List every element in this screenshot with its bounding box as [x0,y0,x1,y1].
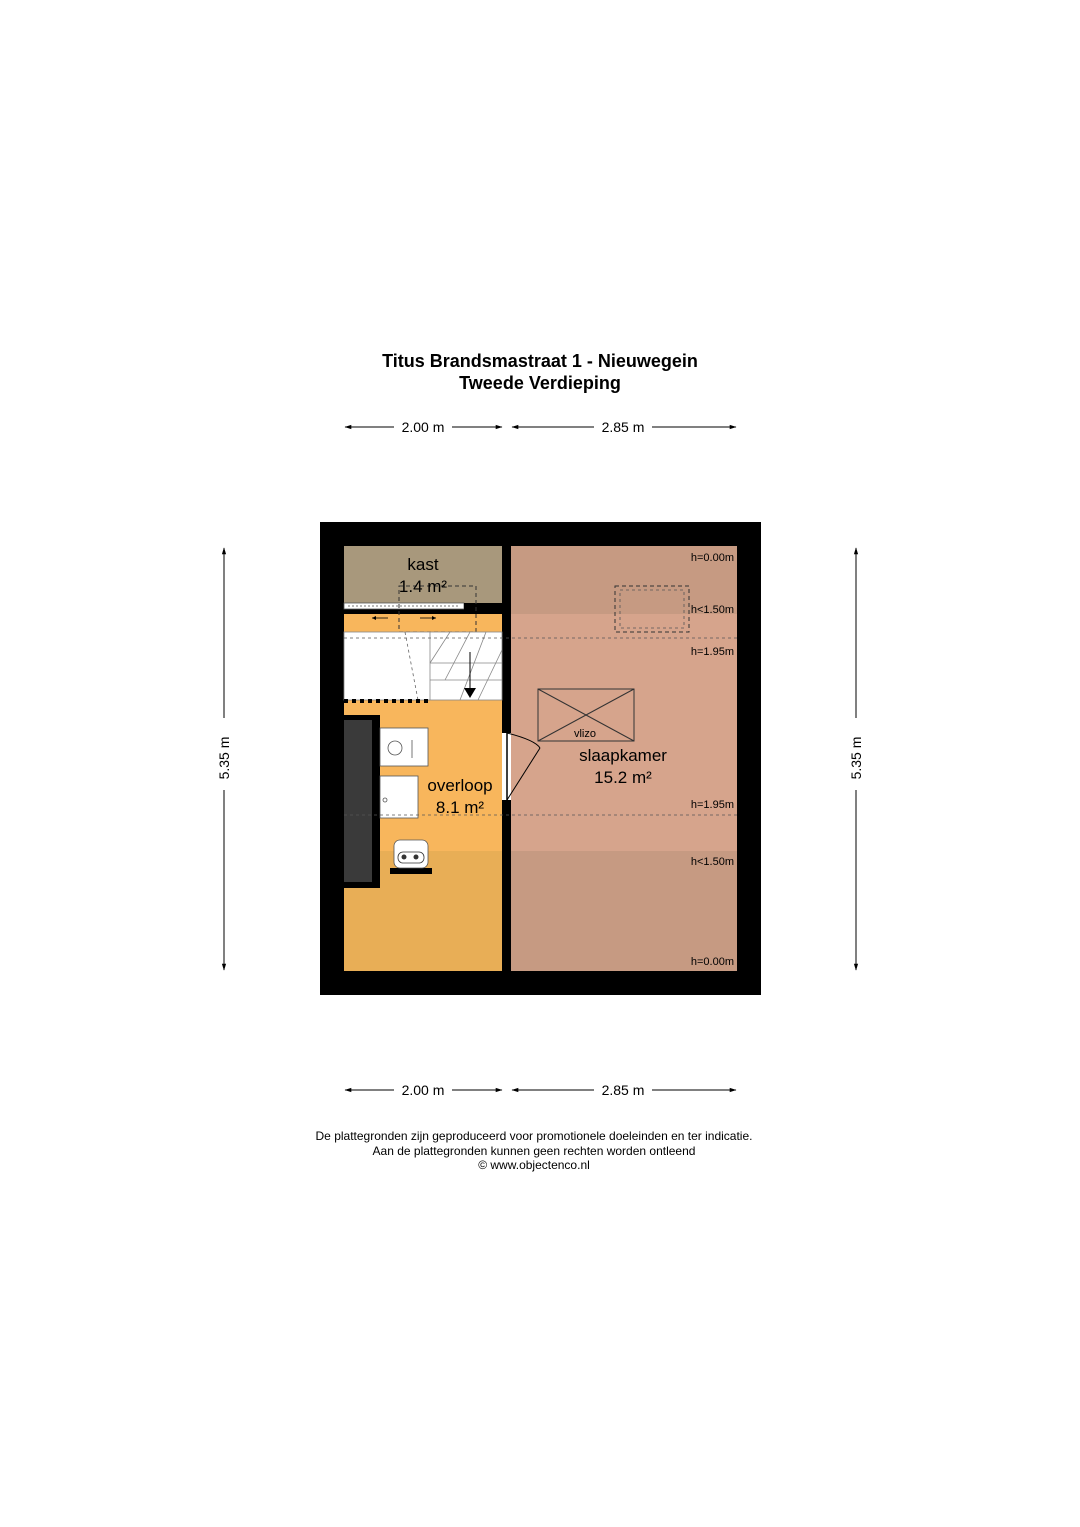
plan-title: Titus Brandsmastraat 1 - Nieuwegein [382,351,698,371]
vlizo-label: vlizo [573,728,597,740]
dimension-bottom [345,1082,736,1098]
disclaimer-line-2: Aan de plattegronden kunnen geen rechten worden ontleend [372,1143,696,1158]
dim-right-height: 5.35 m [848,736,864,780]
kast-name: kast [407,555,439,574]
floor-title: Tweede Verdieping [459,373,621,393]
dimension-top [345,419,736,435]
slaapkamer-low-bottom [511,851,737,971]
wardrobe [344,715,380,888]
height-label-bottom-150: h<1.50m [690,856,734,868]
height-label-top-150: h<1.50m [690,604,734,616]
dimension-right [848,548,864,970]
height-label-top-0: h=0.00m [690,552,734,564]
height-label-top-195: h=1.95m [690,646,734,658]
height-label-bottom-195: h=1.95m [690,799,734,811]
overloop-area: 8.1 m² [435,798,485,817]
dim-bottom-right: 2.85 m [601,1082,645,1098]
disclaimer [0,1129,1068,1173]
slaapkamer-area: 15.2 m² [594,768,652,787]
dim-left-height: 5.35 m [216,736,232,780]
dryer [380,776,418,818]
washing-machine [380,728,428,766]
dim-top-left: 2.00 m [401,419,445,435]
dim-top-right: 2.85 m [601,419,645,435]
overloop-name: overloop [427,776,493,795]
disclaimer-line-1: De plattegronden zijn geproduceerd voor promotionele doeleinden en ter indicatie. [315,1129,753,1143]
height-label-bottom-0: h=0.00m [690,956,734,968]
disclaimer-line-3: © www.objectenco.nl [478,1158,590,1172]
dimension-left [216,548,232,970]
dim-bottom-left: 2.00 m [401,1082,445,1098]
kast-area: 1.4 m² [398,577,448,596]
slaapkamer-name: slaapkamer [579,746,667,765]
boiler [390,840,432,874]
staircase [344,632,502,701]
